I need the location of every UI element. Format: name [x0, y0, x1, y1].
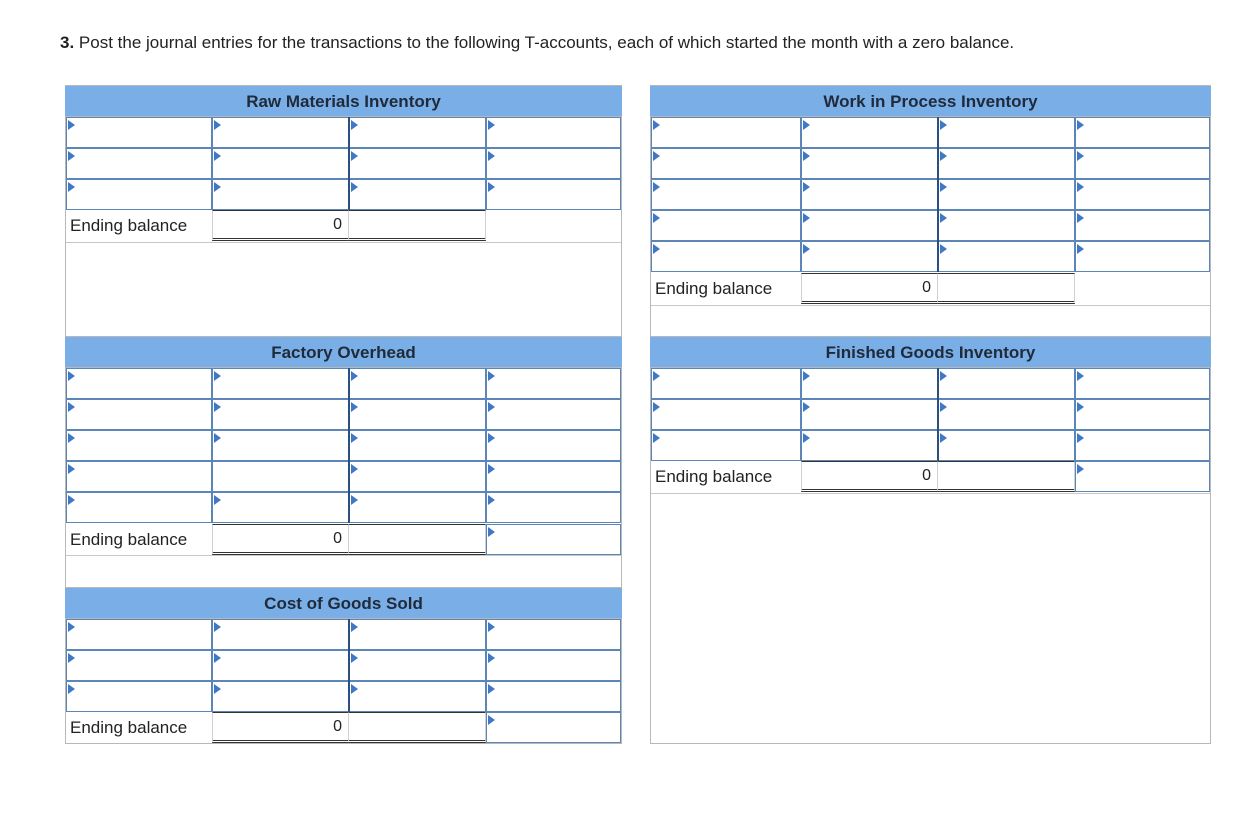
cogs-ending-label: Ending balance	[70, 718, 188, 737]
wip-credit-amount-input[interactable]	[1075, 179, 1210, 210]
finished-goods-credit-account-input[interactable]	[938, 430, 1075, 461]
raw-materials-t-divider	[348, 117, 350, 210]
wip-title: Work in Process Inventory	[650, 85, 1211, 117]
factory-overhead-credit-account-input[interactable]	[349, 492, 486, 523]
cogs-debit-account-input[interactable]	[66, 681, 212, 712]
factory-overhead-credit-amount-input[interactable]	[486, 399, 621, 430]
finished-goods-credit-account-input[interactable]	[938, 399, 1075, 430]
raw-materials-bottom-rule	[66, 242, 621, 243]
cogs-credit-account-input[interactable]	[349, 650, 486, 681]
factory-overhead-credit-amount-input[interactable]	[486, 430, 621, 461]
cogs-debit-amount-input[interactable]	[212, 650, 349, 681]
factory-overhead-debit-amount-input[interactable]	[212, 368, 349, 399]
factory-overhead-debit-account-input[interactable]	[66, 399, 212, 430]
wip-debit-account-input[interactable]	[651, 179, 801, 210]
factory-overhead-debit-amount-input[interactable]	[212, 399, 349, 430]
raw-materials-credit-account-input[interactable]	[349, 117, 486, 148]
factory-overhead-bottom-rule	[66, 555, 621, 556]
raw-materials-debit-account-input[interactable]	[66, 117, 212, 148]
wip-debit-amount-input[interactable]	[801, 117, 938, 148]
factory-overhead-t-divider	[348, 368, 350, 523]
wip-bottom-rule	[651, 305, 1210, 306]
raw-materials-ending-value: 0	[212, 210, 349, 241]
raw-materials-credit-amount-input[interactable]	[486, 179, 621, 210]
factory-overhead-credit-account-input[interactable]	[349, 430, 486, 461]
factory-overhead-credit-amount-input[interactable]	[486, 368, 621, 399]
wip-debit-amount-input[interactable]	[801, 241, 938, 272]
wip-debit-account-input[interactable]	[651, 117, 801, 148]
raw-materials-ending-label: Ending balance	[70, 216, 188, 235]
cogs-credit-account-input[interactable]	[349, 619, 486, 650]
raw-materials-ending-credit-blank	[349, 210, 486, 241]
finished-goods-bottom-rule	[651, 493, 1210, 494]
finished-goods-debit-account-input[interactable]	[651, 399, 801, 430]
finished-goods-t-divider	[937, 368, 939, 461]
cogs-credit-amount-input[interactable]	[486, 681, 621, 712]
wip-credit-account-input[interactable]	[938, 148, 1075, 179]
wip-debit-account-input[interactable]	[651, 148, 801, 179]
factory-overhead-debit-amount-input[interactable]	[212, 461, 349, 492]
wip-credit-amount-input[interactable]	[1075, 148, 1210, 179]
wip-credit-account-input[interactable]	[938, 241, 1075, 272]
raw-materials-title: Raw Materials Inventory	[65, 85, 622, 117]
instruction-number: 3.	[60, 33, 75, 52]
cogs-ending-value: 0	[212, 712, 349, 743]
finished-goods-ending-label: Ending balance	[655, 467, 773, 486]
raw-materials-credit-account-input[interactable]	[349, 179, 486, 210]
wip-credit-amount-input[interactable]	[1075, 241, 1210, 272]
factory-overhead-credit-amount-input[interactable]	[486, 461, 621, 492]
factory-overhead-credit-account-input[interactable]	[349, 368, 486, 399]
finished-goods-debit-amount-input[interactable]	[801, 430, 938, 461]
factory-overhead-ending-value: 0	[212, 524, 349, 555]
cogs-credit-amount-input[interactable]	[486, 619, 621, 650]
factory-overhead-debit-account-input[interactable]	[66, 430, 212, 461]
cogs-title: Cost of Goods Sold	[65, 587, 622, 619]
raw-materials-credit-account-input[interactable]	[349, 148, 486, 179]
raw-materials-credit-amount-input[interactable]	[486, 148, 621, 179]
cogs-credit-account-input[interactable]	[349, 681, 486, 712]
raw-materials-debit-amount-input[interactable]	[212, 117, 349, 148]
cogs-credit-amount-input[interactable]	[486, 650, 621, 681]
cogs-ending-credit-input[interactable]	[486, 712, 621, 743]
wip-debit-account-input[interactable]	[651, 241, 801, 272]
wip-credit-account-input[interactable]	[938, 210, 1075, 241]
factory-overhead-debit-amount-input[interactable]	[212, 492, 349, 523]
factory-overhead-ending-credit-input[interactable]	[486, 524, 621, 555]
wip-credit-account-input[interactable]	[938, 117, 1075, 148]
cogs-t-divider	[348, 619, 350, 712]
factory-overhead-debit-account-input[interactable]	[66, 492, 212, 523]
factory-overhead-credit-amount-input[interactable]	[486, 492, 621, 523]
wip-credit-amount-input[interactable]	[1075, 210, 1210, 241]
finished-goods-debit-account-input[interactable]	[651, 368, 801, 399]
finished-goods-debit-account-input[interactable]	[651, 430, 801, 461]
finished-goods-debit-amount-input[interactable]	[801, 368, 938, 399]
wip-ending-label: Ending balance	[655, 279, 773, 298]
instruction-text	[60, 33, 1014, 53]
finished-goods-credit-amount-input[interactable]	[1075, 399, 1210, 430]
factory-overhead-credit-account-input[interactable]	[349, 399, 486, 430]
factory-overhead-ending-label: Ending balance	[70, 530, 188, 549]
instruction-body: Post the journal entries for the transactions to the following T-accounts, each of which started the month with a zero balance.	[78, 33, 1015, 52]
raw-materials-debit-amount-input[interactable]	[212, 148, 349, 179]
raw-materials-debit-account-input[interactable]	[66, 148, 212, 179]
wip-debit-amount-input[interactable]	[801, 148, 938, 179]
raw-materials-credit-amount-input[interactable]	[486, 117, 621, 148]
cogs-debit-account-input[interactable]	[66, 619, 212, 650]
wip-debit-amount-input[interactable]	[801, 210, 938, 241]
finished-goods-credit-amount-input[interactable]	[1075, 368, 1210, 399]
wip-t-divider	[937, 117, 939, 272]
cogs-ending-credit-blank	[349, 712, 486, 743]
finished-goods-credit-account-input[interactable]	[938, 368, 1075, 399]
finished-goods-credit-amount-input[interactable]	[1075, 430, 1210, 461]
wip-credit-amount-input[interactable]	[1075, 117, 1210, 148]
cogs-debit-amount-input[interactable]	[212, 681, 349, 712]
wip-ending-value: 0	[801, 273, 938, 304]
factory-overhead-title: Factory Overhead	[65, 336, 622, 368]
wip-debit-account-input[interactable]	[651, 210, 801, 241]
finished-goods-ending-credit-blank	[938, 461, 1075, 492]
finished-goods-ending-value: 0	[801, 461, 938, 492]
factory-overhead-debit-amount-input[interactable]	[212, 430, 349, 461]
wip-ending-credit-blank	[938, 273, 1075, 304]
factory-overhead-debit-account-input[interactable]	[66, 368, 212, 399]
wip-credit-account-input[interactable]	[938, 179, 1075, 210]
raw-materials-debit-amount-input[interactable]	[212, 179, 349, 210]
factory-overhead-credit-account-input[interactable]	[349, 461, 486, 492]
factory-overhead-debit-account-input[interactable]	[66, 461, 212, 492]
wip-debit-amount-input[interactable]	[801, 179, 938, 210]
finished-goods-ending-credit-input[interactable]	[1075, 461, 1210, 492]
cogs-debit-amount-input[interactable]	[212, 619, 349, 650]
finished-goods-title: Finished Goods Inventory	[650, 336, 1211, 368]
cogs-debit-account-input[interactable]	[66, 650, 212, 681]
factory-overhead-ending-credit-blank	[349, 524, 486, 555]
raw-materials-debit-account-input[interactable]	[66, 179, 212, 210]
finished-goods-debit-amount-input[interactable]	[801, 399, 938, 430]
